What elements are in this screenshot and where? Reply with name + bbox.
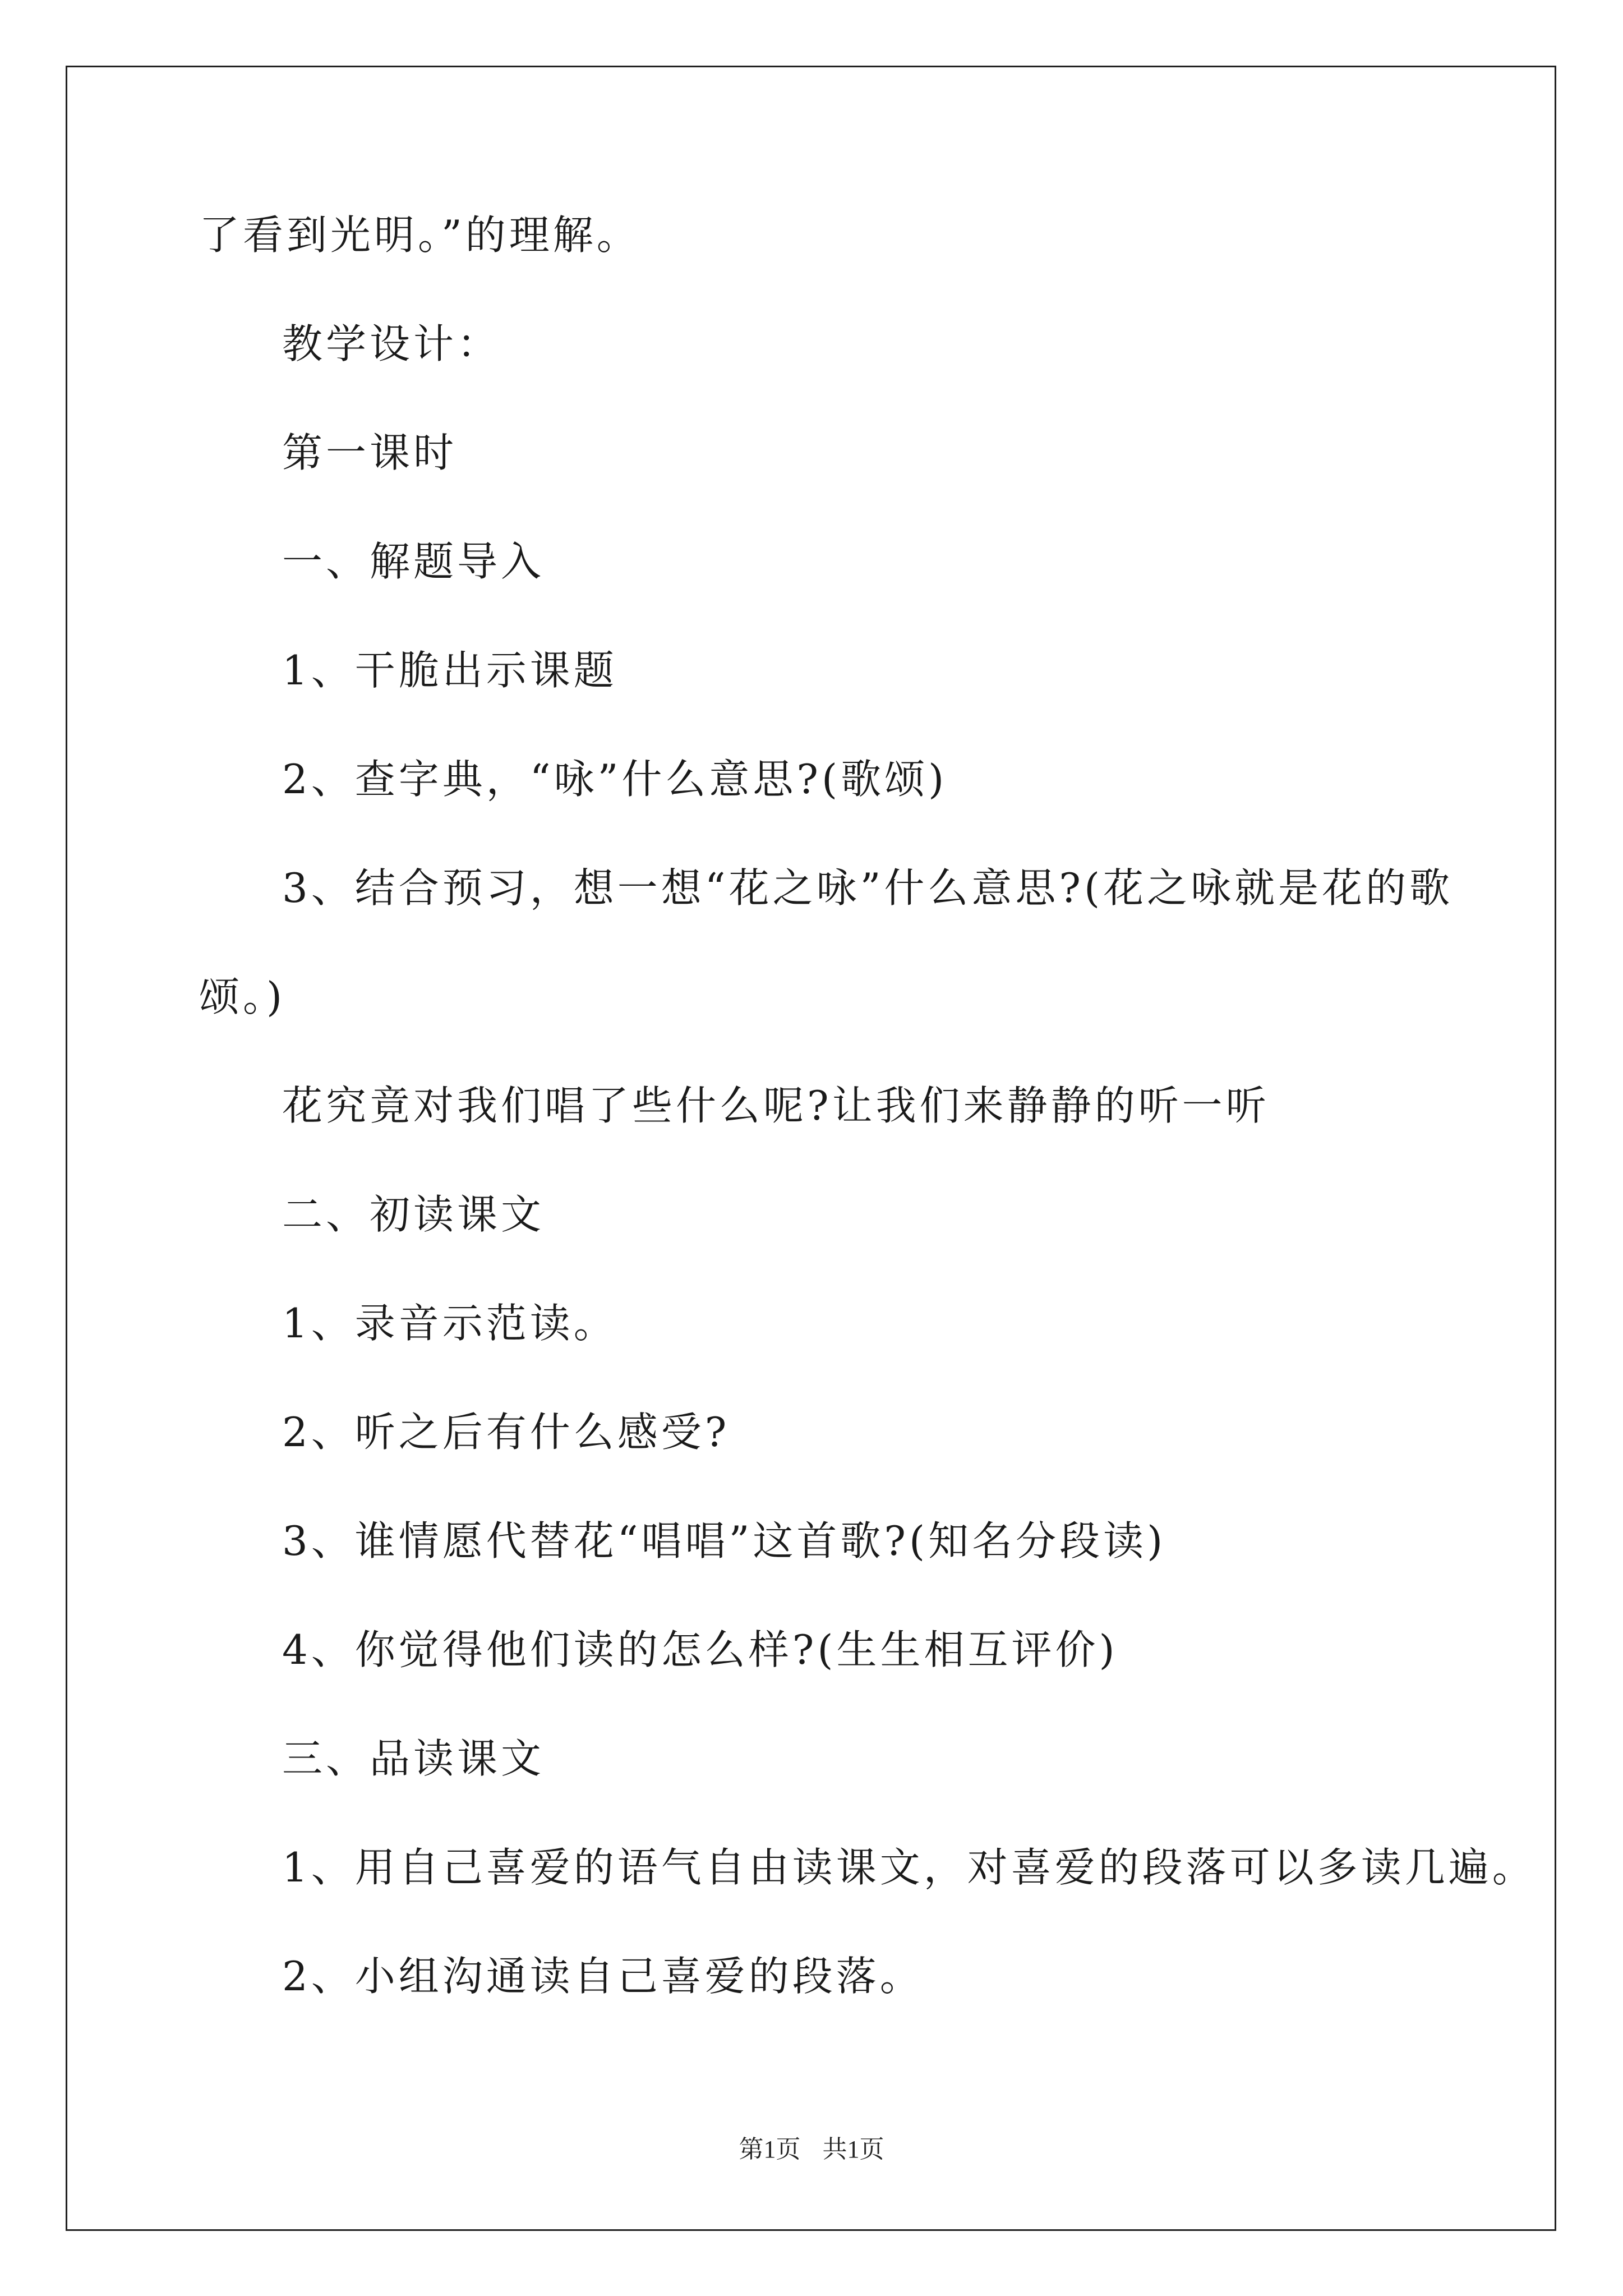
- list-item: 3、谁情愿代替花“唱唱”这首歌?(知名分段读): [282, 1517, 1166, 1565]
- paragraph: 了看到光明。”的理解。: [199, 211, 640, 259]
- list-item: 2、听之后有什么感受?: [282, 1409, 730, 1456]
- paragraph: 第一课时: [282, 429, 458, 476]
- list-item: 2、查字典，“咏”什么意思?(歌颂): [282, 756, 948, 803]
- page-footer: [0, 2129, 1623, 2165]
- list-item: 2、小组沟通读自己喜爱的段落。: [282, 1953, 924, 2000]
- section-heading: 二、初读课文: [282, 1191, 545, 1238]
- document-body: [199, 208, 1536, 2004]
- page-total: 共1页: [822, 2136, 884, 2163]
- paragraph: 教学设计：: [282, 320, 501, 367]
- section-heading: 三、品读课文: [282, 1735, 545, 1782]
- list-item: 4、你觉得他们读的怎么样?(生生相互评价): [282, 1626, 1118, 1673]
- page-number: 第1页: [739, 2136, 801, 2163]
- list-item: 3、结合预习，想一想“花之咏”什么意思?(花之咏就是花的歌: [282, 864, 1454, 912]
- list-item: 1、录音示范读。: [282, 1300, 617, 1347]
- section-heading: 一、解题导入: [282, 538, 545, 585]
- list-item: 1、用自己喜爱的语气自由读课文，对喜爱的段落可以多读几遍。: [282, 1844, 1536, 1891]
- paragraph: 花究竟对我们唱了些什么呢?让我们来静静的听一听: [282, 1082, 1270, 1129]
- list-item-continuation: 颂。): [199, 973, 286, 1020]
- list-item: 1、干脆出示课题: [282, 647, 617, 694]
